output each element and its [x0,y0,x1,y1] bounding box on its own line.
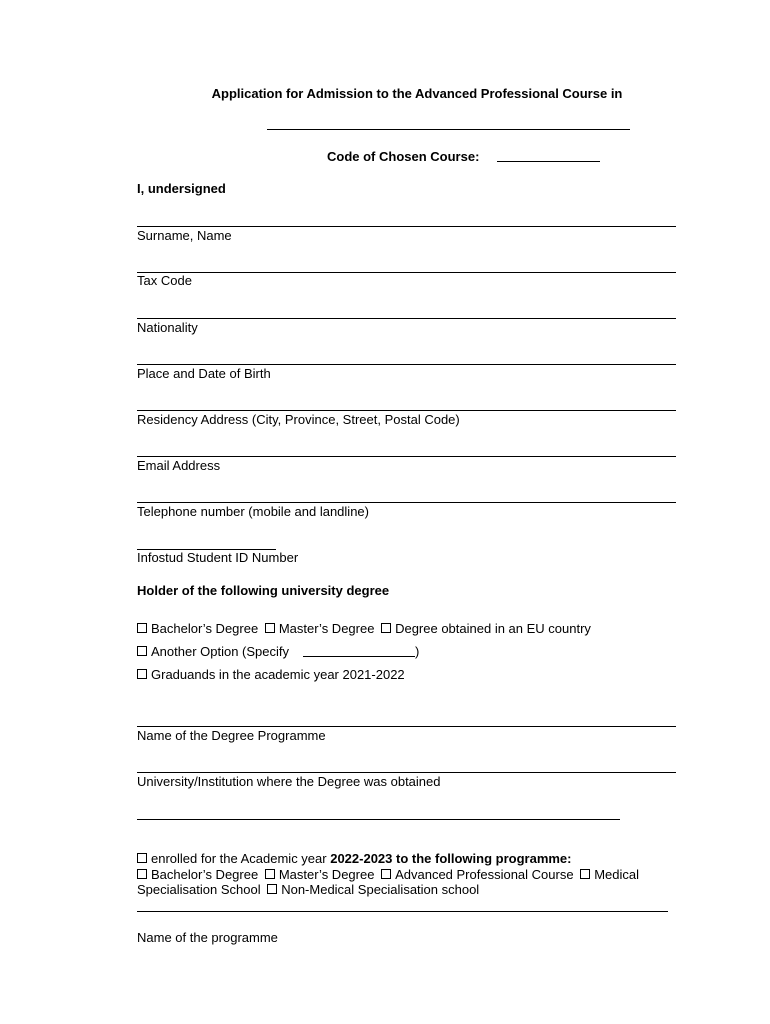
nationality-label: Nationality [137,320,198,335]
place-date-birth-field[interactable] [137,364,676,365]
place-date-birth-label: Place and Date of Birth [137,366,271,381]
enrolled-non-medical-checkbox[interactable] [267,884,277,894]
course-name-line[interactable] [267,129,630,130]
another-option-line[interactable] [303,656,415,657]
institution-label: University/Institution where the Degree was obtained [137,774,441,789]
tax-code-label: Tax Code [137,273,192,288]
enrolled-bachelor-checkbox[interactable] [137,869,147,879]
enrolled-checkbox[interactable] [137,853,147,863]
degree-options-row: Bachelor’s Degree Master’s Degree Degree obtained in an EU country [137,621,591,636]
enrolled-advanced-checkbox[interactable] [381,869,391,879]
another-option-row: Another Option (Specify [137,644,289,659]
enrolled-row: enrolled for the Academic year 2022-2023 to the following programme: [137,851,572,866]
email-field[interactable] [137,456,676,457]
degree-programme-label: Name of the Degree Programme [137,728,326,743]
enrolled-options-row: Bachelor’s Degree Master’s Degree Advanced Professional Course Medical [137,867,639,882]
residency-label: Residency Address (City, Province, Street, Postal Code) [137,412,460,427]
degree-programme-field[interactable] [137,726,676,727]
telephone-label: Telephone number (mobile and landline) [137,504,369,519]
another-option-close: ) [415,644,420,659]
tax-code-field[interactable] [137,272,676,273]
graduands-checkbox[interactable] [137,669,147,679]
master-checkbox[interactable] [265,623,275,633]
surname-name-label: Surname, Name [137,228,232,243]
telephone-field[interactable] [137,502,676,503]
degree-heading: Holder of the following university degree [137,583,390,598]
enrolled-master-checkbox[interactable] [265,869,275,879]
bachelor-checkbox[interactable] [137,623,147,633]
institution-field[interactable] [137,772,676,773]
eu-degree-checkbox[interactable] [381,623,391,633]
document-title: Application for Admission to the Advanced Professional Course in [211,86,623,101]
course-code-line[interactable] [497,161,600,162]
programme-field[interactable] [137,911,668,912]
graduands-row: Graduands in the academic year 2021-2022 [137,667,405,682]
enrolled-options-row-2: Specialisation School Non-Medical Specialisation school [137,882,480,897]
residency-field[interactable] [137,410,676,411]
another-option-checkbox[interactable] [137,646,147,656]
infostud-label: Infostud Student ID Number [137,550,299,565]
nationality-field[interactable] [137,318,676,319]
surname-name-field[interactable] [137,226,676,227]
email-label: Email Address [137,458,221,473]
programme-name-label: Name of the programme [137,930,278,945]
extra-field[interactable] [137,819,620,820]
enrolled-medical-checkbox[interactable] [580,869,590,879]
course-code-label: Code of Chosen Course: [327,149,480,164]
undersigned-label: I, undersigned [137,181,226,196]
